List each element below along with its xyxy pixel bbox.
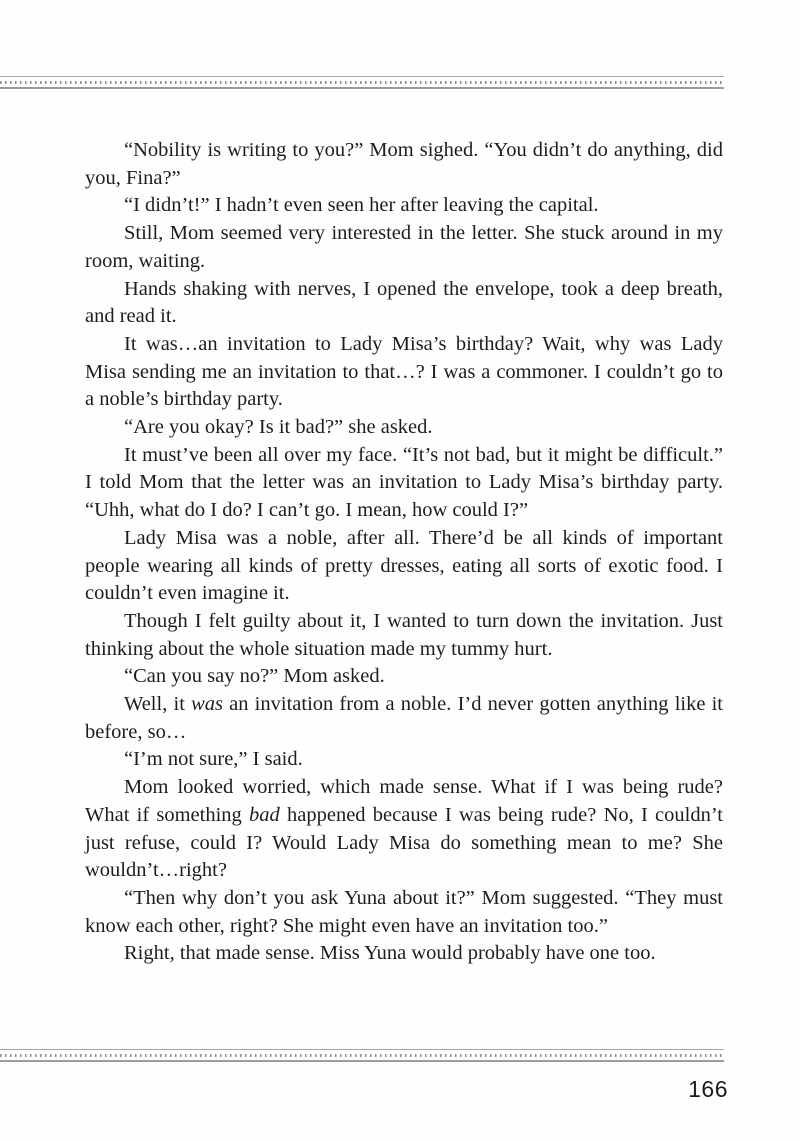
paragraph — [85, 940, 723, 968]
bottom-rule-ornament — [0, 1049, 724, 1062]
page-number: 166 — [688, 1076, 728, 1102]
text-segment: “Are you okay? Is it bad?” she asked. — [124, 416, 433, 439]
text-segment: Well, it — [124, 693, 192, 716]
text-segment: an invitation from a noble. I’d never gotten anything like it before, so… — [85, 693, 723, 743]
paragraph — [85, 525, 723, 608]
paragraph — [85, 608, 723, 663]
paragraph — [85, 442, 723, 525]
text-segment: Still, Mom seemed very interested in the letter. She stuck around in my room, waiting. — [85, 222, 723, 272]
text-segment: Mom looked worried, which made sense. What if I was being rude? What if something — [85, 776, 723, 826]
paragraph — [85, 137, 723, 192]
paragraph — [85, 414, 723, 442]
text-segment: It must’ve been all over my face. “It’s not bad, but it might be difficult.” I told Mom that the letter was an invitation to Lady Misa’s birthday party. “Uhh, what do I do? I can’t go. I mean, how could I?” — [85, 443, 723, 522]
text-segment: “I’m not sure,” I said. — [124, 748, 303, 771]
text-segment: happened because I was being rude? No, I couldn’t just refuse, could I? Would Lady Misa do something mean to me? She wouldn’t…right? — [85, 803, 723, 882]
text-segment: “Nobility is writing to you?” Mom sighed. “You didn’t do anything, did you, Fina?” — [85, 139, 723, 189]
text-segment: It was…an invitation to Lady Misa’s birthday? Wait, why was Lady Misa sending me an invitation to that…? I was a commoner. I couldn’t go to a noble’s birthday party. — [85, 332, 723, 411]
italic-text-segment: bad — [249, 803, 280, 826]
paragraph — [85, 746, 723, 774]
body-text — [85, 137, 723, 968]
paragraph — [85, 276, 723, 331]
paragraph — [85, 691, 723, 746]
italic-text-segment: was — [191, 693, 223, 716]
top-rule-ornament — [0, 76, 724, 89]
text-segment: “I didn’t!” I hadn’t even seen her after leaving the capital. — [124, 194, 599, 217]
paragraph — [85, 885, 723, 940]
text-segment: “Then why don’t you ask Yuna about it?” Mom suggested. “They must know each other, right? She might even have an invitation too.” — [85, 886, 723, 937]
paragraph — [85, 774, 723, 885]
paragraph — [85, 192, 723, 220]
text-segment: Hands shaking with nerves, I opened the envelope, took a deep breath, and read it. — [85, 277, 723, 328]
text-segment: “Can you say no?” Mom asked. — [124, 665, 385, 688]
paragraph — [85, 220, 723, 275]
text-segment: Though I felt guilty about it, I wanted to turn down the invitation. Just thinking about the whole situation made my tummy hurt. — [85, 609, 723, 660]
paragraph — [85, 663, 723, 691]
paragraph — [85, 331, 723, 414]
text-segment: Right, that made sense. Miss Yuna would probably have one too. — [124, 942, 656, 965]
text-segment: Lady Misa was a noble, after all. There’d be all kinds of important people wearing all kinds of pretty dresses, eating all sorts of exotic food. I couldn’t even imagine it. — [85, 526, 723, 605]
